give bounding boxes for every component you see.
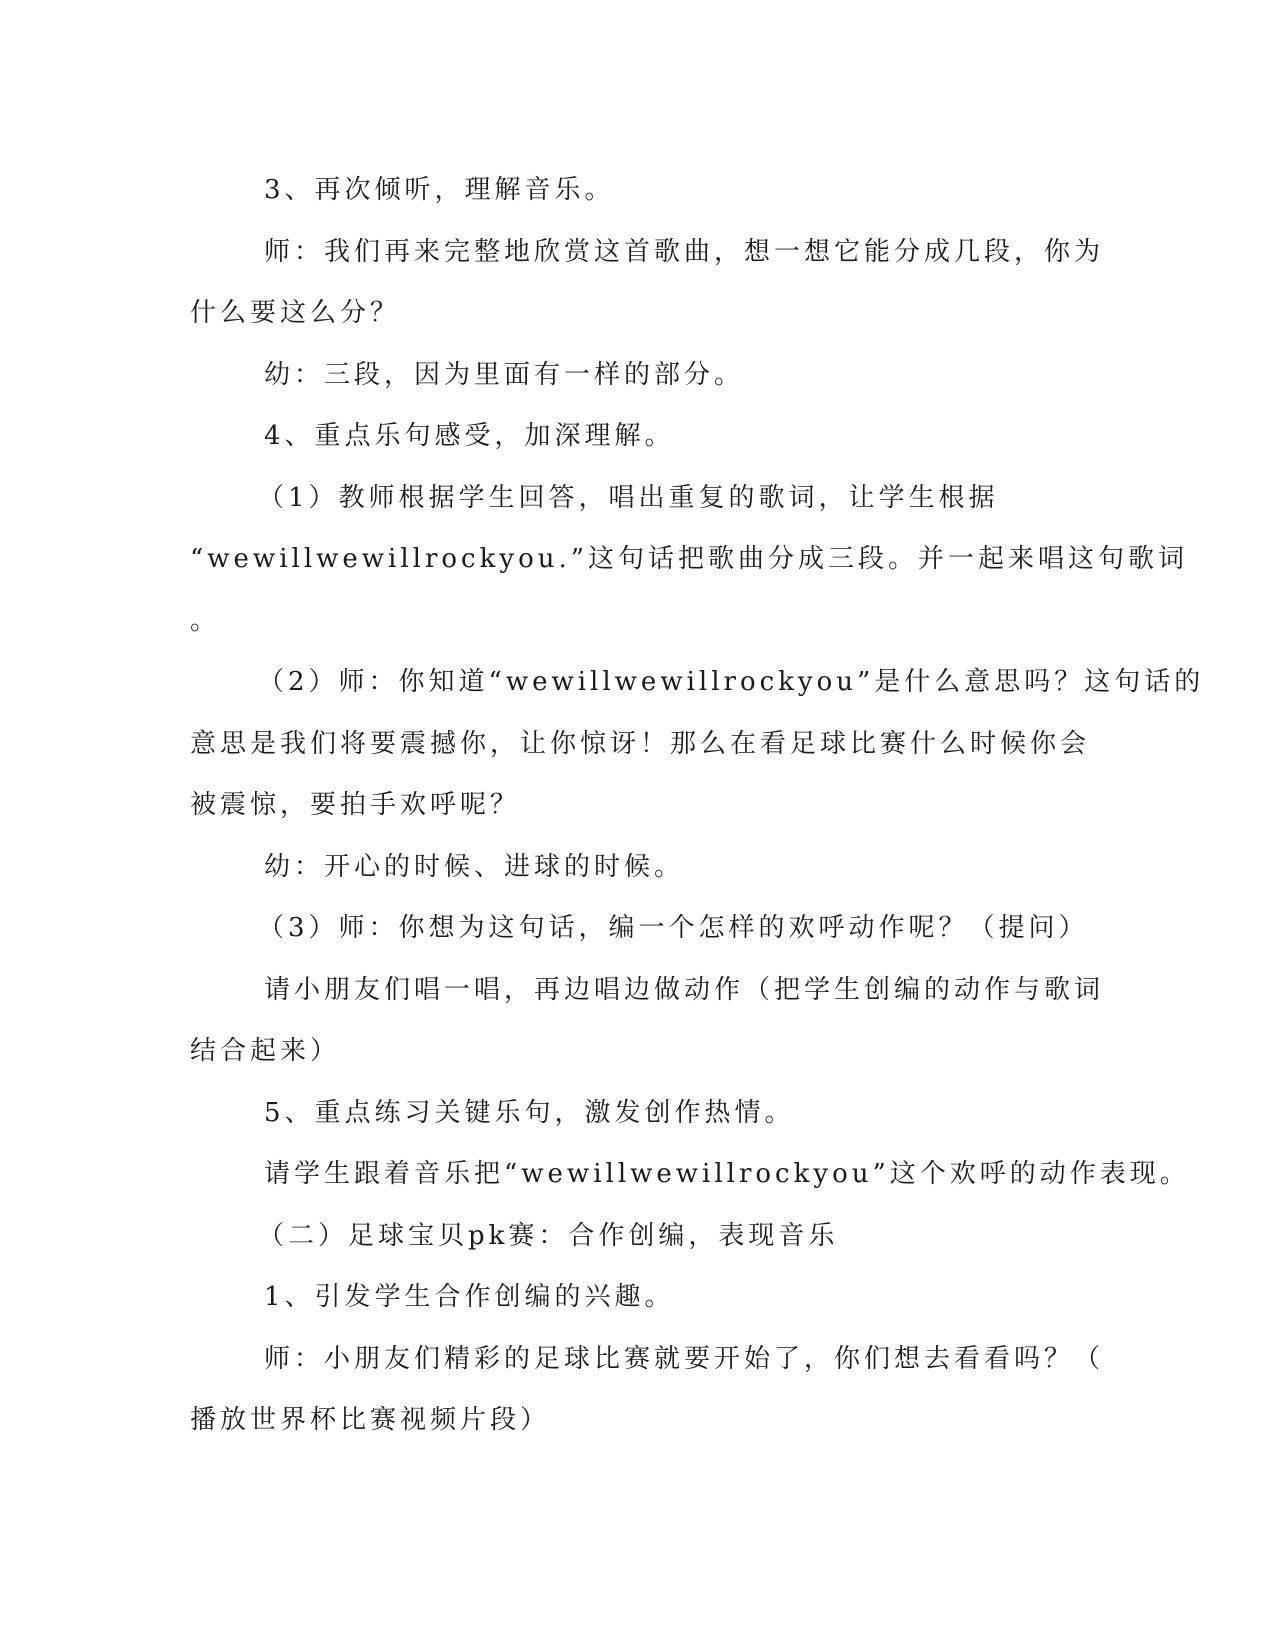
paragraph-step-1: （1）教师根据学生回答，唱出重复的歌词，让学生根据 <box>258 482 999 513</box>
section-heading-part-2: （二）足球宝贝pk赛：合作创编，表现音乐 <box>258 1220 839 1251</box>
section-heading-1: 1、引发学生合作创编的兴趣。 <box>264 1282 675 1312</box>
paragraph-teacher-line-1-cont: 什么要这么分？ <box>190 298 401 328</box>
paragraph-step-2-cont-1: 意思是我们将要震撼你，让你惊讶！那么在看足球比赛什么时候你会 <box>190 728 1091 759</box>
paragraph-instruction-2: 请学生跟着音乐把“wewillwewillrockyou”这个欢呼的动作表现。 <box>264 1159 1190 1189</box>
section-heading-5: 5、重点练习关键乐句，激发创作热情。 <box>264 1097 795 1128</box>
paragraph-step-3: （3）师：你想为这句话，编一个怎样的欢呼动作呢？（提问） <box>258 913 1089 943</box>
paragraph-child-answer-1: 幼：三段，因为里面有一样的部分。 <box>264 359 745 390</box>
section-heading-4: 4、重点乐句感受，加深理解。 <box>264 421 675 451</box>
paragraph-step-1-end: 。 <box>190 605 221 636</box>
paragraph-teacher-line-2-cont: 播放世界杯比赛视频片段） <box>190 1405 551 1435</box>
section-heading-3: 3、再次倾听，理解音乐。 <box>264 175 615 205</box>
paragraph-step-2: （2）师：你知道“wewillwewillrockyou”是什么意思吗？这句话的 <box>258 667 1205 697</box>
document-body <box>190 160 1205 1452</box>
paragraph-child-answer-2: 幼：开心的时候、进球的时候。 <box>264 851 685 882</box>
paragraph-instruction-1: 请小朋友们唱一唱，再边唱边做动作（把学生创编的动作与歌词 <box>264 974 1105 1005</box>
paragraph-step-1-cont: “wewillwewillrockyou.”这句话把歌曲分成三段。并一起来唱这句歌词 <box>190 544 1189 574</box>
paragraph-teacher-line-2: 师：小朋友们精彩的足球比赛就要开始了，你们想去看看吗？（ <box>264 1343 1105 1374</box>
paragraph-teacher-line-1: 师：我们再来完整地欣赏这首歌曲，想一想它能分成几段，你为 <box>264 236 1105 267</box>
paragraph-instruction-1-cont: 结合起来） <box>190 1036 341 1066</box>
paragraph-step-2-cont-2: 被震惊，要拍手欢呼呢？ <box>190 790 521 820</box>
